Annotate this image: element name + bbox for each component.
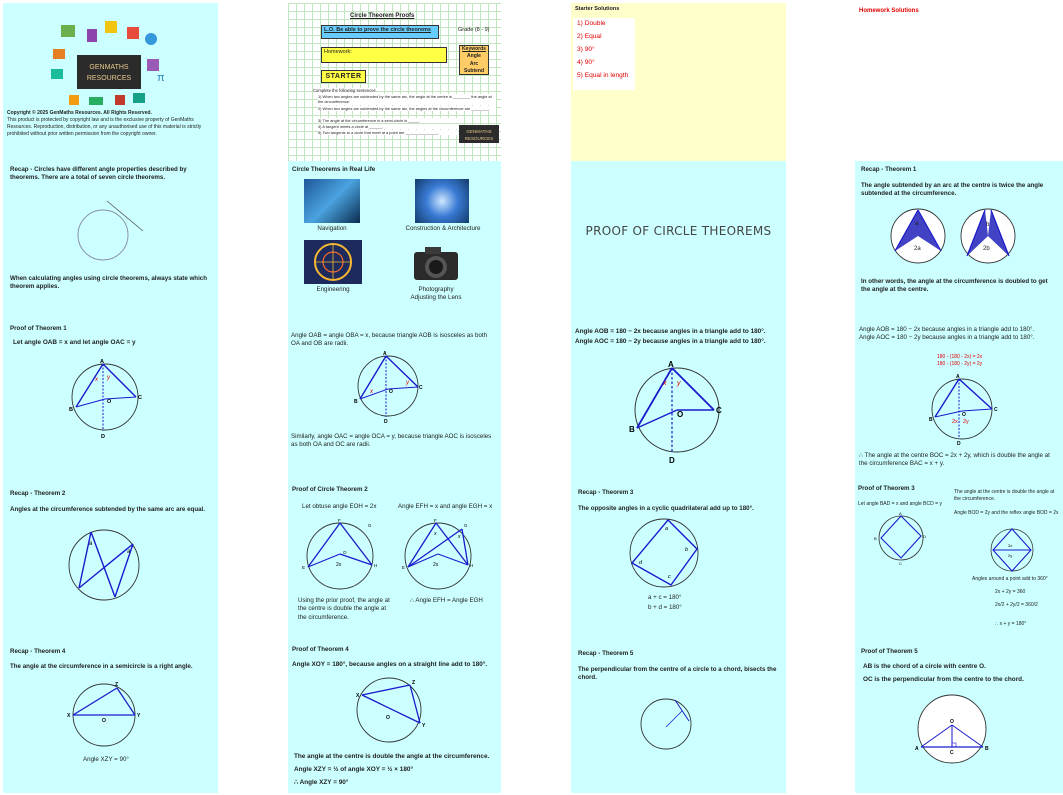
svg-text:d: d (639, 560, 643, 566)
svg-text:B: B (985, 746, 989, 752)
proof4-text4: ∴ Angle XZY = 90° (294, 779, 349, 786)
svg-text:2x: 2x (952, 419, 958, 425)
svg-text:B: B (929, 417, 933, 423)
svg-text:2x: 2x (433, 562, 439, 568)
theorem2-title: Recap - Theorem 2 (10, 490, 66, 497)
slide-recap-theorem-1[interactable] (855, 161, 1063, 319)
svg-text:RESOURCES: RESOURCES (464, 136, 494, 141)
svg-text:A: A (383, 351, 387, 357)
svg-text:2x: 2x (1008, 543, 1013, 548)
starter-intro: Complete the following sentences. (313, 88, 377, 93)
theorem4-diagram (3, 680, 218, 750)
svg-text:B: B (354, 399, 358, 405)
theorem1-text: The angle subtended by an arc at the centre is twice the angle subtended at the circumference. (861, 182, 1044, 198)
slide-section-title[interactable] (571, 161, 786, 319)
proof1-step2-diagram (288, 351, 501, 429)
svg-text:E: E (402, 565, 406, 570)
theorem3-eq2: b + d = 180° (648, 604, 682, 611)
slide-real-life[interactable] (288, 161, 501, 319)
starter-item-4: 4) A tangent meets a circle at ______. (318, 124, 458, 129)
proof2-note: Using the prior proof, the angle at the centre is double the angle at the circumference. (298, 597, 390, 621)
svg-text:a: a (127, 549, 131, 555)
proof1-step3-line1: Angle AOB = 180 − 2x because angles in a triangle add to 180°. (575, 328, 766, 335)
slide-proof-theorem-3[interactable] (855, 477, 1063, 635)
svg-text:D: D (101, 434, 105, 440)
answer-5: 5) Equal in length (577, 72, 629, 79)
theorem1-diagrams (855, 206, 1063, 276)
starter-item-3: 3) The angle at the circumference in a semi-circle is _____. (318, 118, 458, 123)
proof4-text1: Angle XOY = 180°, because angles on a straight line add to 180°. (292, 661, 488, 668)
label-2a: 2a (914, 246, 921, 252)
svg-text:O: O (677, 410, 684, 419)
svg-text:C: C (950, 750, 954, 756)
proof3-eq2: 2x/2 + 2y/2 = 360/2 (995, 602, 1038, 608)
slide-proof-theorem-2[interactable] (288, 477, 501, 635)
slide-recap-circles[interactable] (3, 161, 218, 319)
answer-2: 2) Equal (577, 33, 602, 40)
theorem5-text: The perpendicular from the centre of a circle to a chord, bisects the chord. (578, 666, 777, 682)
svg-text:y: y (107, 375, 110, 381)
svg-text:F: F (338, 518, 341, 523)
theorem3-diagram (571, 517, 786, 597)
slide-recap-theorem-3[interactable] (571, 477, 786, 635)
svg-text:O: O (102, 718, 106, 724)
svg-text:B: B (629, 425, 635, 434)
proof1-step4-diagram (855, 371, 1063, 451)
svg-text:A: A (668, 360, 674, 369)
label-2b: 2b (983, 246, 990, 252)
section-title: PROOF OF CIRCLE THEOREMS (585, 224, 772, 238)
slide-proof-theorem-5[interactable] (855, 635, 1063, 793)
recap-text: Recap - Circles have different angle properties described by theorems. There are a total of seven circle theorems. (10, 166, 187, 182)
slide-proof-theorem-1-step4[interactable] (855, 319, 1063, 477)
theorem5-title: Recap - Theorem 5 (578, 650, 634, 657)
starter-item-5: 5) Two tangents to a circle that meet at a point are _______________. (318, 130, 458, 135)
proof3-text2: The angle at the centre is double the angle at the circumference. (954, 489, 1055, 502)
svg-text:D: D (384, 419, 388, 425)
svg-text:x: x (434, 531, 437, 537)
svg-text:2y: 2y (1008, 553, 1013, 558)
caption-engineering: Engineering (316, 286, 350, 293)
svg-text:G: G (464, 523, 468, 528)
svg-text:F: F (434, 518, 437, 523)
starter-label: STARTER (321, 70, 366, 83)
svg-text:O: O (950, 719, 954, 725)
slide-homework-solutions[interactable] (855, 3, 1063, 161)
svg-text:X: X (67, 713, 71, 719)
logo-collage (3, 3, 218, 113)
circle-tangent-diagram (3, 191, 218, 271)
proof2-title: Proof of Circle Theorem 2 (292, 486, 368, 493)
slide-starter-solutions[interactable] (571, 3, 786, 161)
logo-text-2: RESOURCES (86, 75, 132, 82)
svg-text:c: c (668, 574, 671, 580)
svg-text:x: x (95, 377, 98, 383)
proof5-text1: AB is the chord of a circle with centre O. (863, 663, 986, 670)
proof1-step4-text3: ∴ The angle at the centre BOC = 2x + 2y, which is double the angle at the circumference BAC = x + y. (859, 452, 1050, 468)
label-b: b (986, 222, 990, 228)
proof2-left: Let obtuse angle EOH = 2x (302, 503, 377, 510)
theorem1-title: Recap - Theorem 1 (861, 166, 917, 173)
keyword-3: Subtend (464, 67, 484, 74)
svg-text:x: x (370, 389, 373, 395)
svg-text:C: C (716, 406, 722, 415)
proof1-step3-diagram (571, 357, 786, 467)
svg-text:O: O (107, 399, 112, 405)
slide-title[interactable] (3, 3, 218, 161)
proof1-text: Let angle OAB = x and let angle OAC = y (13, 339, 136, 346)
proof4-text3: Angle XZY = ½ of angle XOY = ½ × 180° (294, 766, 413, 773)
theorem1-note: In other words, the angle at the circumference is doubled to get the angle at the centre. (861, 278, 1048, 294)
svg-text:B: B (874, 536, 877, 541)
svg-text:O: O (386, 715, 390, 721)
svg-text:2y: 2y (963, 419, 969, 425)
starter-item-2: 2) When two angles are subtended by the same arc, the angles at the circumference are ________. (318, 106, 496, 111)
svg-text:A: A (956, 374, 960, 380)
svg-text:π: π (157, 72, 165, 84)
theorem4-title: Recap - Theorem 4 (10, 648, 66, 655)
svg-text:y: y (406, 380, 409, 386)
svg-text:x: x (663, 380, 667, 387)
svg-text:A: A (100, 359, 104, 365)
worksheet-title: Circle Theorem Proofs (350, 13, 415, 19)
proof4-diagram (288, 677, 501, 747)
keyword-2: Arc (469, 60, 479, 67)
starter-solutions-title: Starter Solutions (575, 6, 620, 12)
svg-text:a: a (89, 541, 93, 547)
logo-text-1: GENMATHS (89, 64, 129, 71)
proof3-title: Proof of Theorem 3 (858, 485, 915, 492)
proof2-right: Angle EFH = x and angle EGH = x (398, 503, 493, 510)
proof1-step2-text2: Similarly, angle OAC = angle OCA = y, because triangle AOC is isosceles as both OA and OC are radii. (291, 433, 492, 449)
svg-text:y: y (677, 380, 681, 387)
proof1-step4-red2: 180 - (180 - 2y) = 2y (937, 361, 983, 367)
homework-box[interactable]: Homework: (321, 47, 447, 63)
construction-image (415, 179, 469, 223)
copyright-title: Copyright © 2025 GenMaths Resources. All Rights Reserved. (7, 110, 152, 116)
svg-text:X: X (356, 693, 360, 699)
slide-recap-theorem-2[interactable] (3, 477, 218, 635)
caption-photography: Photography Adjusting the Lens (410, 286, 462, 302)
svg-text:G: G (368, 523, 372, 528)
small-logo (459, 125, 499, 143)
theorem3-title: Recap - Theorem 3 (578, 489, 634, 496)
keyword-heading: Keywords (462, 46, 486, 52)
proof2-conclusion: ∴ Angle EFH = Angle EGH (410, 597, 483, 604)
svg-text:O: O (343, 550, 347, 555)
svg-text:A: A (915, 746, 919, 752)
svg-text:Z: Z (115, 682, 119, 688)
svg-text:O: O (389, 389, 393, 395)
answer-4: 4) 90° (577, 59, 595, 66)
proof1-diagram (3, 357, 218, 447)
svg-text:E: E (302, 565, 306, 570)
svg-text:B: B (69, 407, 73, 413)
svg-text:C: C (899, 561, 902, 566)
slide-proof-theorem-4[interactable] (288, 635, 501, 793)
svg-text:C: C (138, 395, 142, 401)
proof1-step4-red1: 180 - (180 - 2x) = 2x (937, 354, 983, 360)
proof3-text3: Angle BOD = 2y and the reflex angle BOD = 2x (954, 510, 1059, 516)
theorem3-eq1: a + c = 180° (648, 594, 682, 601)
svg-text:Y: Y (422, 723, 426, 729)
keyword-1: Angle (467, 53, 481, 60)
svg-text:2x: 2x (336, 562, 342, 568)
svg-text:b: b (685, 547, 689, 553)
theorem4-text: The angle at the circumference in a semicircle is a right angle. (10, 663, 193, 670)
answer-1: 1) Double (577, 20, 606, 27)
recap-note: When calculating angles using circle theorems, always state which theorem applies. (10, 275, 208, 291)
slide-worksheet[interactable] (288, 3, 501, 161)
proof3-text1: Let angle BAD = x and angle BCD = y (858, 501, 942, 507)
slide-proof-theorem-1[interactable] (3, 319, 218, 477)
theorem3-text: The opposite angles in a cyclic quadrilateral add up to 180°. (578, 505, 754, 512)
svg-text:Z: Z (412, 680, 416, 686)
proof3-diagrams (855, 513, 1063, 583)
proof1-title: Proof of Theorem 1 (10, 325, 67, 332)
navigation-image (304, 179, 360, 223)
caption-navigation: Navigation (317, 225, 347, 232)
proof4-title: Proof of Theorem 4 (292, 646, 349, 653)
proof5-title: Proof of Theorem 5 (861, 648, 918, 655)
label-a: a (915, 221, 919, 227)
svg-text:O: O (962, 412, 966, 418)
svg-text:C: C (994, 407, 998, 413)
real-life-title: Circle Theorems in Real Life (292, 166, 376, 173)
proof5-text2: OC is the perpendicular from the centre to the chord. (863, 676, 1024, 683)
svg-text:D: D (669, 456, 675, 465)
proof1-step4-line1: Angle AOB = 180 − 2x because angles in a triangle add to 180°. (859, 326, 1035, 333)
slide-recap-theorem-4[interactable] (3, 635, 218, 793)
svg-text:H: H (470, 563, 474, 568)
svg-text:x: x (458, 534, 461, 540)
proof3-text4: Angles around a point add to 360° (972, 576, 1048, 582)
theorem2-diagram (3, 522, 218, 622)
svg-text:GENMATHS: GENMATHS (466, 129, 492, 134)
caption-construction: Construction & Architecture (405, 225, 481, 232)
grade-label: Grade (8 - 9) (458, 27, 490, 33)
keywords-box (459, 45, 489, 75)
camera-image (411, 244, 461, 284)
svg-text:D: D (923, 534, 926, 539)
svg-text:H: H (374, 563, 378, 568)
svg-text:a: a (665, 526, 669, 532)
svg-text:A: A (899, 511, 902, 516)
theorem4-caption: Angle XZY = 90° (83, 756, 129, 763)
answer-3: 3) 90° (577, 46, 595, 53)
slide-proof-theorem-1-step2[interactable] (288, 319, 501, 477)
proof3-eq1: 2x + 2y = 360 (995, 589, 1026, 595)
proof1-step4-line2: Angle AOC = 180 − 2y because angles in a triangle add to 180°. (859, 334, 1035, 341)
svg-text:D: D (957, 441, 961, 447)
starter-item-1: 1) When two angles are subtended by the same arc, the angle at the centre is ________ the angle at the circumference. (318, 94, 496, 105)
proof2-diagrams (288, 515, 501, 595)
slide-proof-theorem-1-step3[interactable] (571, 319, 786, 477)
copyright-body: This product is protected by copyright law and is the exclusive property of GenMaths Resources. Reproduction, distribution, or any unauthorised use of this material is strictly prohibited without prior written permission from the copyright owner. (7, 117, 202, 137)
proof1-step3-line2: Angle AOC = 180 − 2y because angles in a triangle add to 180°. (575, 338, 766, 345)
proof5-diagram (855, 693, 1063, 773)
homework-solutions-title: Homework Solutions (859, 8, 919, 14)
theorem5-diagram (571, 690, 786, 760)
proof1-step2-text1: Angle OAB = angle OBA = x, because triangle AOB is isosceles as both OA and OB are radii. (291, 332, 488, 348)
svg-text:Y: Y (137, 713, 141, 719)
lo-box: L.O. Be able to prove the circle theorems (321, 25, 439, 39)
theorem2-text: Angles at the circumference subtended by the same arc are equal. (10, 506, 205, 513)
proof3-eq3: ∴ x + y = 180° (995, 621, 1027, 627)
proof4-text2: The angle at the centre is double the angle at the circumference. (294, 753, 490, 760)
svg-text:C: C (419, 385, 423, 391)
slide-recap-theorem-5[interactable] (571, 635, 786, 793)
engineering-image (304, 240, 362, 284)
